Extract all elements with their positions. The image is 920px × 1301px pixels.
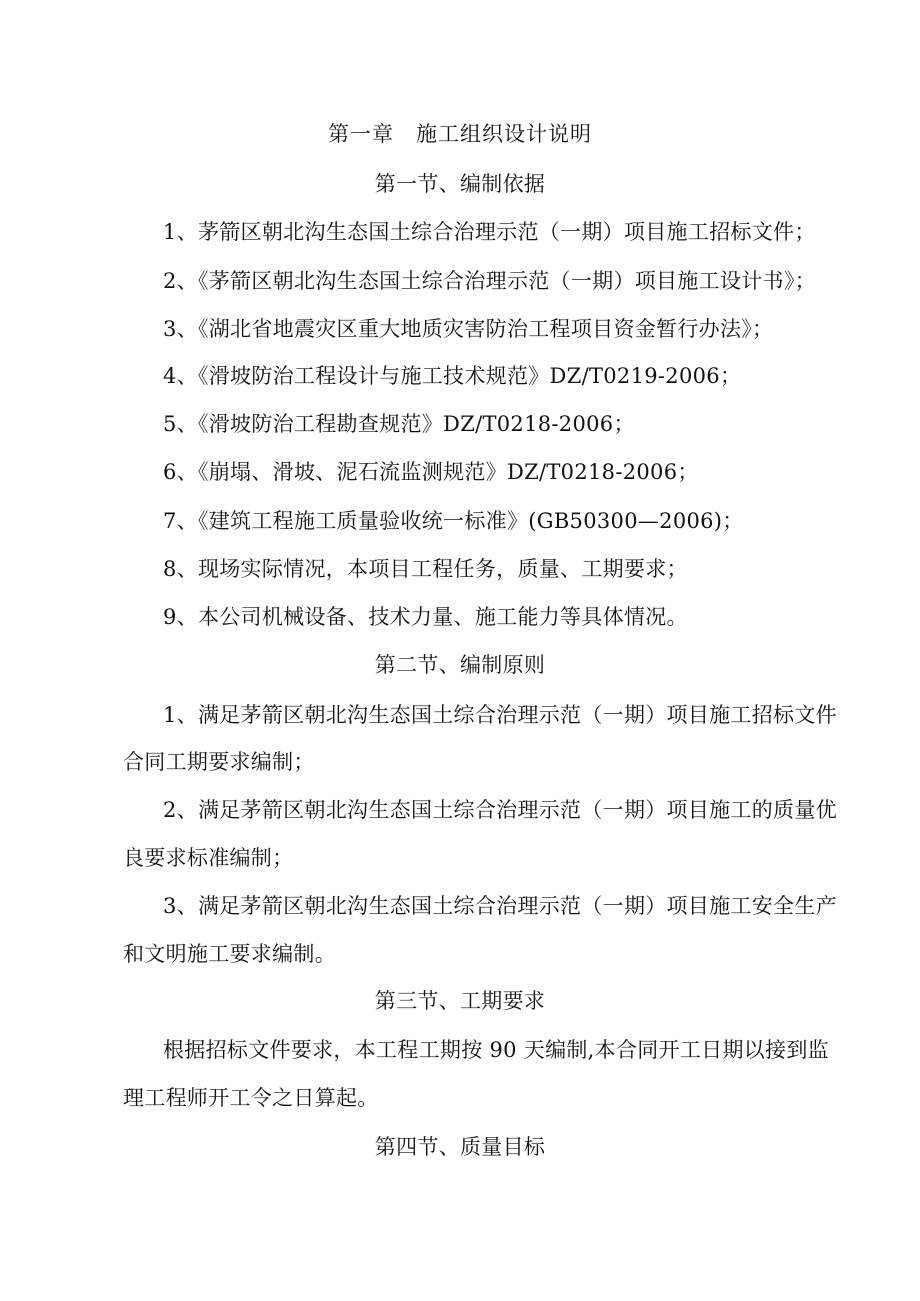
basis-item-7: 7、《建筑工程施工质量验收统一标准》(GB50300—2006)；: [163, 509, 744, 533]
basis-item-2: 2、《茅箭区朝北沟生态国土综合治理示范（一期）项目施工设计书》；: [163, 269, 816, 293]
section-heading-schedule: 第三节、工期要求: [374, 989, 546, 1013]
schedule-paragraph: 根据招标文件要求，本工程工期按 90 天编制,本合同开工日期以接到监: [163, 1038, 829, 1062]
basis-item-1: 1、茅箭区朝北沟生态国土综合治理示范（一期）项目施工招标文件；: [163, 220, 816, 244]
basis-item-6: 6、《崩塌、滑坡、泥石流监测规范》DZ/T0218-2006；: [163, 460, 699, 484]
section-heading-quality: 第四节、质量目标: [374, 1135, 546, 1159]
basis-item-3: 3、《湖北省地震灾区重大地质灾害防治工程项目资金暂行办法》；: [163, 317, 774, 341]
section-heading-basis: 第一节、编制依据: [374, 172, 546, 196]
basis-item-4: 4、《滑坡防治工程设计与施工技术规范》DZ/T0219-2006；: [163, 364, 742, 388]
principle-item-3: 3、满足茅箭区朝北沟生态国土综合治理示范（一期）项目施工安全生产: [163, 894, 837, 918]
principle-item-1-cont: 合同工期要求编制；: [123, 750, 315, 774]
principle-item-2: 2、满足茅箭区朝北沟生态国土综合治理示范（一期）项目施工的质量优: [163, 798, 837, 822]
basis-item-5: 5、《滑坡防治工程勘查规范》DZ/T0218-2006；: [163, 412, 635, 436]
principle-item-2-cont: 良要求标准编制；: [123, 846, 294, 870]
principle-item-1: 1、满足茅箭区朝北沟生态国土综合治理示范（一期）项目施工招标文件: [163, 703, 837, 727]
schedule-paragraph-cont: 理工程师开工令之日算起。: [123, 1086, 379, 1110]
section-heading-principles: 第二节、编制原则: [374, 653, 546, 677]
basis-item-9: 9、本公司机械设备、技术力量、施工能力等具体情况。: [163, 605, 688, 629]
basis-item-8: 8、现场实际情况，本项目工程任务，质量、工期要求；: [163, 557, 688, 581]
chapter-title: 第一章 施工组织设计说明: [328, 122, 592, 146]
principle-item-3-cont: 和文明施工要求编制。: [123, 942, 336, 966]
